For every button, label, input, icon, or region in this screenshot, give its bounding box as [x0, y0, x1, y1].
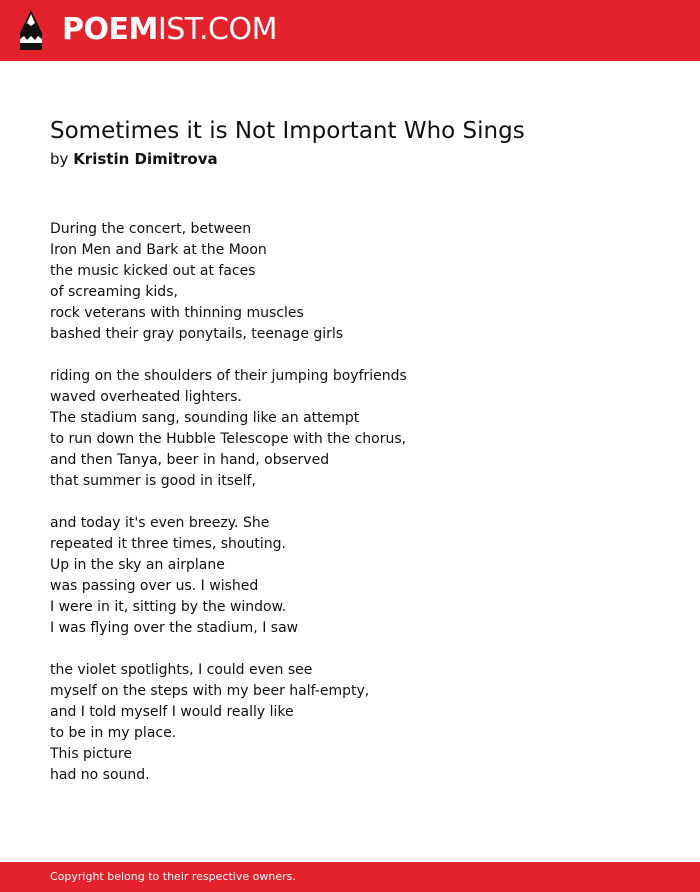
poem-line: and I told myself I would really like [50, 704, 294, 720]
stanza [50, 513, 407, 639]
poem-line: to run down the Hubble Telescope with the chorus, [50, 431, 407, 447]
poem-line: waved overheated lighters. [50, 389, 242, 405]
stanza [50, 219, 407, 345]
poem-line: This picture [50, 746, 132, 762]
poem-line: During the concert, between [50, 221, 252, 237]
poem-title: Sometimes it is Not Important Who Sings [50, 118, 525, 144]
poem-line: Iron Men and Bark at the Moon [50, 242, 267, 258]
poem-line: riding on the shoulders of their jumping boyfriends [50, 368, 407, 384]
site-logo-text[interactable] [62, 12, 277, 48]
site-header [0, 0, 700, 61]
pen-nib-logo-icon[interactable] [18, 9, 44, 52]
poem-line: to be in my place. [50, 725, 177, 741]
by-label: by [50, 150, 69, 168]
logo-brand-bold: POEM [62, 12, 158, 47]
poem-line: and then Tanya, beer in hand, observed [50, 452, 330, 468]
stanza [50, 660, 407, 786]
poem-line: rock veterans with thinning muscles [50, 305, 304, 321]
poem-body [50, 219, 407, 807]
poem-line: bashed their gray ponytails, teenage girls [50, 326, 344, 342]
poem-line: myself on the steps with my beer half-empty, [50, 683, 370, 699]
poem-line: The stadium sang, sounding like an attempt [50, 410, 360, 426]
site-footer [0, 862, 700, 892]
poem-line: repeated it three times, shouting. [50, 536, 286, 552]
stanza [50, 366, 407, 492]
poem-line: the music kicked out at faces [50, 263, 256, 279]
poem-line: the violet spotlights, I could even see [50, 662, 313, 678]
poem-line: was passing over us. I wished [50, 578, 259, 594]
logo-brand-light: IST.COM [157, 12, 277, 47]
author-name[interactable]: Kristin Dimitrova [73, 150, 218, 168]
copyright-notice: Copyright belong to their respective owners. [50, 870, 296, 883]
poem-line: I were in it, sitting by the window. [50, 599, 287, 615]
poem-line: and today it's even breezy. She [50, 515, 270, 531]
poem-line: I was flying over the stadium, I saw [50, 620, 299, 636]
poem-line: that summer is good in itself, [50, 473, 256, 489]
poem-line: had no sound. [50, 767, 150, 783]
poem-line: of screaming kids, [50, 284, 178, 300]
poem-byline [50, 148, 218, 170]
poem-line: Up in the sky an airplane [50, 557, 225, 573]
